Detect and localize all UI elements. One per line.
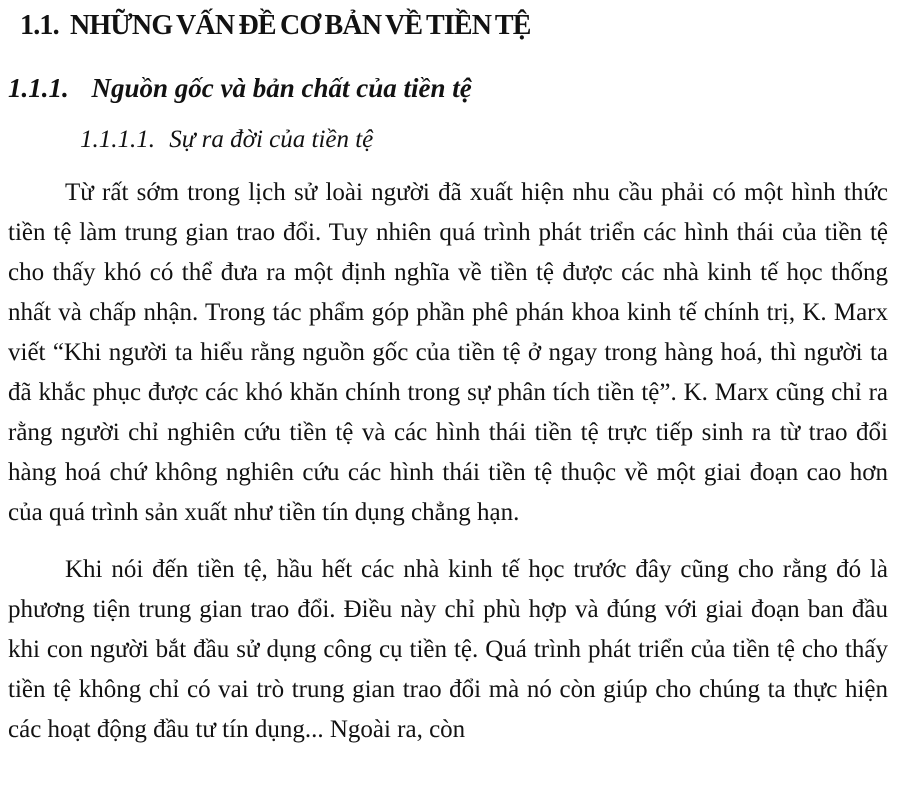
section-title: NHỮNG VẤN ĐỀ CƠ BẢN VỀ TIỀN TỆ (70, 10, 531, 41)
subsubsection-number: 1.1.1.1. (80, 126, 155, 153)
subsubsection-heading (80, 123, 888, 157)
subsection-title: Nguồn gốc và bản chất của tiền tệ (91, 73, 472, 103)
subsubsection-title: Sự ra đời của tiền tệ (169, 126, 374, 153)
section-number: 1.1. (20, 10, 59, 41)
paragraph-money-role: Khi nói đến tiền tệ, hầu hết các nhà kinh tế học trước đây cũng cho rằng đó là phương tiện trung gian trao đổi. Điều này chỉ phù hợp và đúng với giai đoạn ban đầu khi con người bắt đầu sử dụng công cụ tiền tệ. Quá trình phát triển của tiền tệ cho thấy tiền tệ không chỉ có vai trò trung gian trao đổi mà nó còn giúp cho chúng ta thực hiện các hoạt động đầu tư tín dụng... Ngoài ra, còn (8, 556, 888, 743)
subsection-heading (8, 70, 888, 106)
section-heading (20, 8, 888, 44)
subsection-number: 1.1.1. (8, 73, 69, 103)
paragraph-money-origin: Từ rất sớm trong lịch sử loài người đã xuất hiện nhu cầu phải có một hình thức tiền tệ làm trung gian trao đổi. Tuy nhiên quá trình phát triển các hình thái của tiền tệ cho thấy khó có thể đưa ra một định nghĩa về tiền tệ được các nhà kinh tế học thống nhất và chấp nhận. Trong tác phẩm góp phần phê phán khoa kinh tế chính trị, K. Marx viết “Khi người ta hiểu rằng nguồn gốc của tiền tệ ở ngay trong hàng hoá, thì người ta đã khắc phục được các khó khăn chính trong sự phân tích tiền tệ”. K. Marx cũng chỉ ra rằng người chỉ nghiên cứu tiền tệ và các hình thái tiền tệ trực tiếp sinh ra từ trao đổi hàng hoá chứ không nghiên cứu các hình thái tiền tệ thuộc về một giai đoạn cao hơn của quá trình sản xuất như tiền tín dụng chẳng hạn. (8, 179, 888, 526)
